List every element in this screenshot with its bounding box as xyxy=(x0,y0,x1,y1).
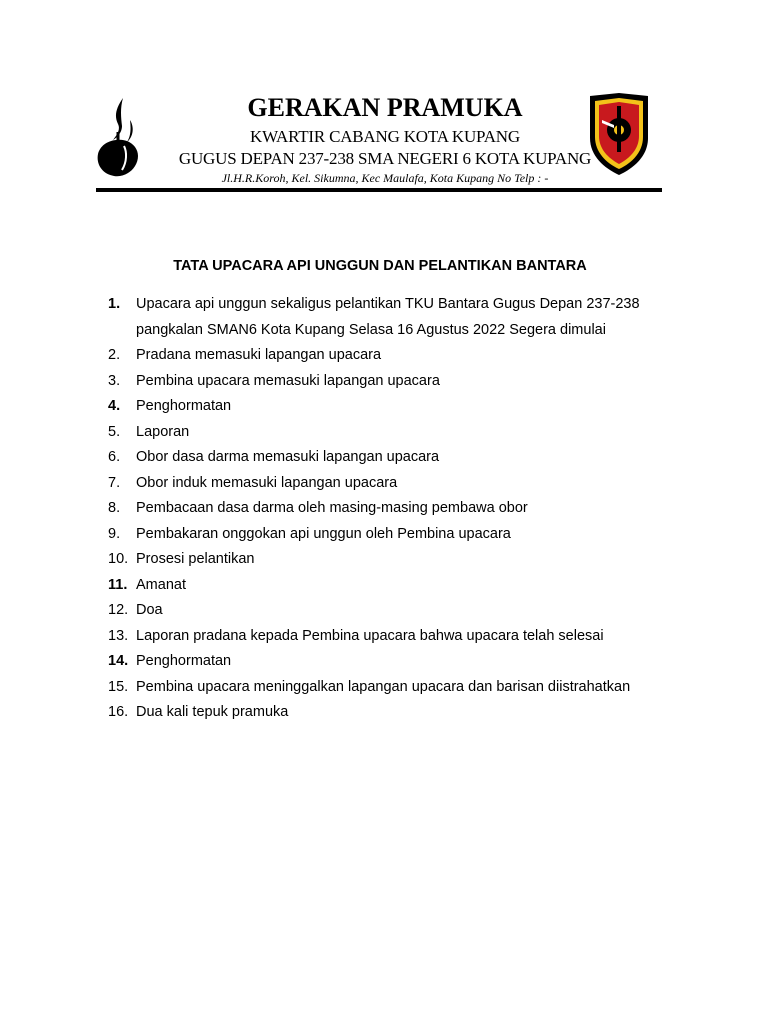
step-text: Obor dasa darma memasuki lapangan upacara xyxy=(136,449,440,465)
step-number: 2. xyxy=(108,347,121,363)
step-text: Penghormatan xyxy=(136,398,232,414)
step-number: 4. xyxy=(108,398,121,414)
step-text: Pembakaran onggokan api unggun oleh Pembina upacara xyxy=(136,525,511,542)
step-text: Pembacaan dasa darma oleh masing-masing pembawa obor xyxy=(136,500,528,516)
step-number: 16. xyxy=(108,704,129,720)
step-text: Penghormatan xyxy=(136,653,232,669)
list-item xyxy=(108,649,668,675)
header-divider xyxy=(96,188,662,192)
step-text: Pembina upacara meninggalkan lapangan upacara dan barisan diistrahatkan xyxy=(136,678,631,695)
list-item xyxy=(108,292,668,343)
step-number: 14. xyxy=(108,653,129,669)
list-item xyxy=(108,496,668,522)
list-item xyxy=(108,343,668,369)
step-text: Upacara api unggun sekaligus pelantikan TKU Bantara Gugus Depan 237-238 pangkalan SMAN6 Kota Kupang Selasa 16 Agustus 2022 Segera dimulai xyxy=(136,296,640,338)
gugus-depan-line: GUGUS DEPAN 237-238 SMA NEGERI 6 KOTA KUPANG xyxy=(178,149,592,168)
step-text: Pembina upacara memasuki lapangan upacara xyxy=(136,372,440,389)
step-number: 11. xyxy=(108,576,128,593)
step-number: 7. xyxy=(108,474,121,491)
list-item xyxy=(108,700,668,726)
step-text: Obor induk memasuki lapangan upacara xyxy=(136,474,398,491)
step-number: 12. xyxy=(108,602,129,618)
school-shield-emblem-icon xyxy=(586,92,652,176)
step-number: 8. xyxy=(108,500,121,516)
step-text: Laporan pradana kepada Pembina upacara bahwa upacara telah selesai xyxy=(136,627,604,644)
list-item xyxy=(108,598,668,624)
step-number: 3. xyxy=(108,372,121,389)
step-number: 1. xyxy=(108,296,121,312)
step-number: 10. xyxy=(108,551,129,567)
step-text: Dua kali tepuk pramuka xyxy=(136,704,289,720)
kwartir-line: KWARTIR CABANG KOTA KUPANG xyxy=(250,127,520,146)
list-item xyxy=(108,522,668,548)
list-item xyxy=(108,445,668,471)
address-line: Jl.H.R.Koroh, Kel. Sikumna, Kec Maulafa, Kota Kupang No Telp : - xyxy=(221,171,549,185)
ceremony-steps-list xyxy=(108,292,668,726)
organization-title: GERAKAN PRAMUKA xyxy=(247,93,523,122)
list-item xyxy=(108,471,668,497)
list-item xyxy=(108,624,668,650)
step-number: 5. xyxy=(108,423,121,440)
step-text: Doa xyxy=(136,602,163,618)
step-text: Pradana memasuki lapangan upacara xyxy=(136,347,382,363)
letterhead xyxy=(0,0,768,200)
list-item xyxy=(108,547,668,573)
list-item xyxy=(108,420,668,446)
step-text: Prosesi pelantikan xyxy=(136,551,255,567)
step-text: Laporan xyxy=(136,423,190,440)
list-item xyxy=(108,573,668,599)
step-number: 6. xyxy=(108,449,121,465)
step-number: 9. xyxy=(108,525,121,542)
document-title: TATA UPACARA API UNGGUN DAN PELANTIKAN BANTARA xyxy=(173,258,587,274)
list-item xyxy=(108,675,668,701)
step-text: Amanat xyxy=(136,576,186,593)
list-item xyxy=(108,394,668,420)
list-item xyxy=(108,369,668,395)
step-number: 13. xyxy=(108,627,129,644)
step-number: 15. xyxy=(108,678,129,695)
